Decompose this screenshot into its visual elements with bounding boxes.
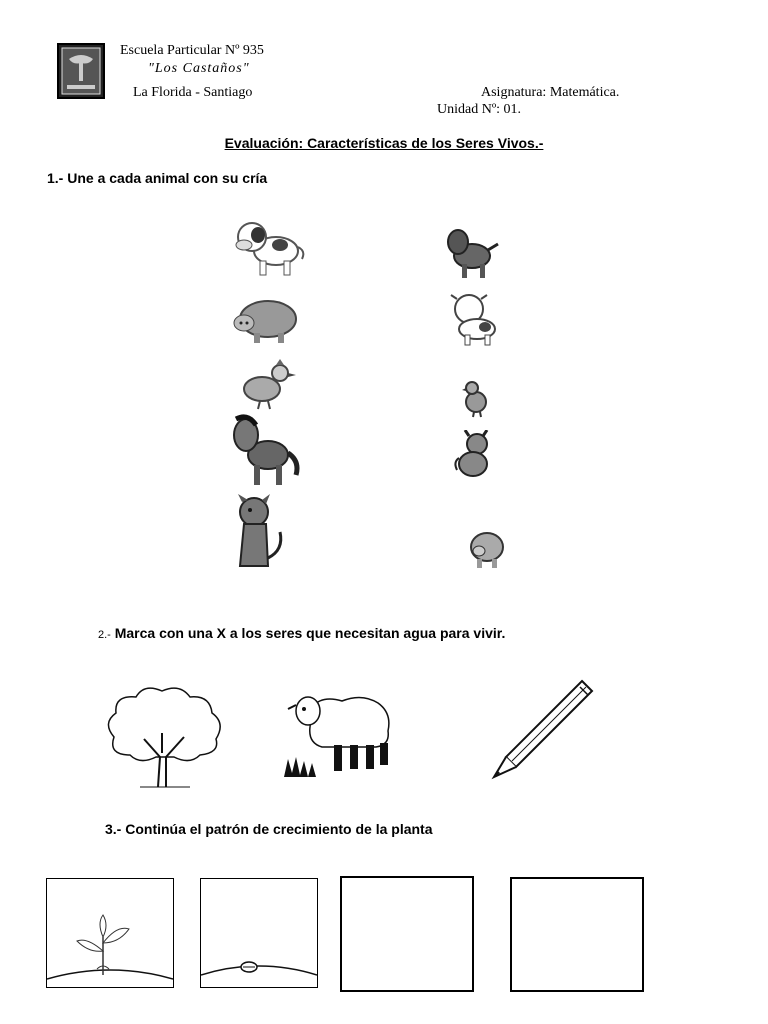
page-title: Evaluación: Características de los Seres Vivos.- [224, 135, 544, 151]
school-motto: "Los Castaños" [148, 61, 250, 76]
calf-icon[interactable] [447, 289, 501, 352]
horse-icon[interactable] [228, 413, 302, 496]
sprout-drawing [47, 879, 173, 987]
foal-icon[interactable] [442, 222, 502, 287]
pencil-icon[interactable] [490, 677, 596, 786]
dog-icon[interactable] [232, 492, 288, 575]
chick-icon[interactable] [460, 378, 492, 423]
school-logo [57, 43, 105, 99]
growth-box-sprout [46, 878, 174, 988]
growth-box-empty-1[interactable] [340, 876, 474, 992]
tree-icon[interactable] [100, 683, 228, 794]
pig-icon[interactable] [230, 293, 300, 354]
cow-icon[interactable] [230, 215, 308, 288]
growth-box-seed [200, 878, 318, 988]
unit-label: Unidad Nº: 01. [437, 102, 522, 117]
piglet-icon[interactable] [465, 527, 509, 576]
sheep-icon[interactable] [282, 687, 396, 786]
seed-drawing [201, 879, 317, 987]
question-3: 3.- Continúa el patrón de crecimiento de la planta [105, 821, 433, 837]
hen-icon[interactable] [238, 355, 300, 416]
growth-box-empty-2[interactable] [510, 877, 644, 992]
question-2: 2.- Marca con una X a los seres que necesitan agua para vivir. [98, 625, 506, 641]
school-name: Escuela Particular Nº 935 [120, 43, 264, 58]
question-1: 1.- Une a cada animal con su cría [47, 170, 268, 186]
subject-label: Asignatura: Matemática. [481, 85, 620, 100]
puppy-icon[interactable] [453, 430, 495, 487]
school-location: La Florida - Santiago [133, 85, 253, 100]
